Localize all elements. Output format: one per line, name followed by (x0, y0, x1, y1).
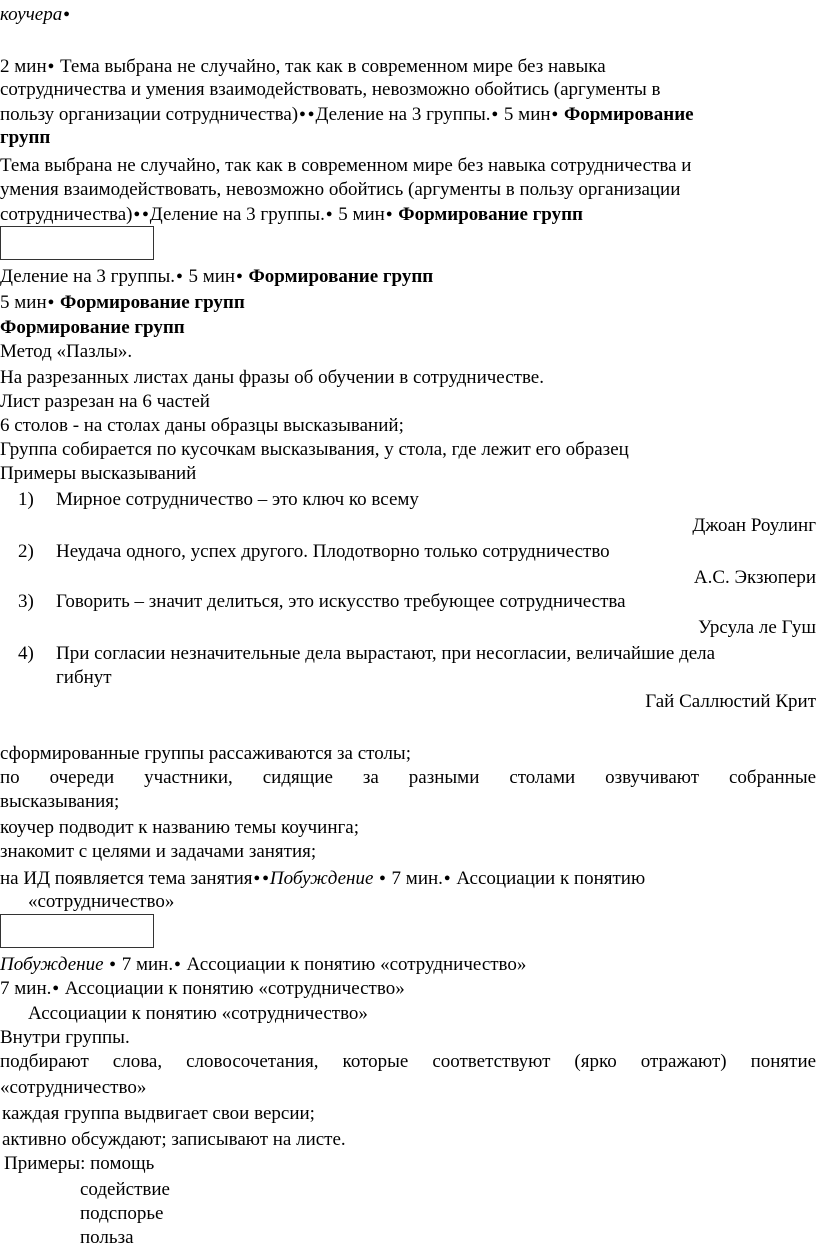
quote-text-continued: гибнут (56, 667, 112, 688)
section-heading: Формирование групп (60, 292, 245, 313)
block1-line4 (0, 126, 50, 150)
bullet-icon (51, 978, 60, 999)
bullet-icon (551, 104, 560, 125)
bullet-icon (253, 868, 262, 889)
block5-line1 (0, 952, 526, 977)
word: слова, (112, 1051, 163, 1072)
bullet-icon (443, 868, 452, 889)
quote-author: А.С. Экзюпери (693, 567, 816, 588)
list-item-number: 1) (18, 489, 34, 510)
word: столами (509, 767, 576, 788)
section-heading: Формирование групп (248, 266, 434, 287)
bullet-icon (298, 104, 307, 125)
bullet-icon (235, 266, 244, 287)
time-label: 5 мин (503, 104, 551, 125)
example-item: подспорье (80, 1203, 164, 1224)
time-label: 5 мин (338, 204, 385, 225)
word: которые (342, 1051, 409, 1072)
example-item: содействие (80, 1179, 170, 1200)
stage-label: Побуждение (269, 868, 374, 889)
paragraph-text: Тема выбрана не случайно, так как в современном мире без навыка (60, 56, 606, 77)
section-heading: групп (0, 127, 51, 148)
word: очереди (49, 767, 115, 788)
stage-label: Побуждение (0, 954, 104, 975)
quote-author: Джоан Роулинг (692, 515, 816, 536)
list-item-number: 4) (18, 643, 34, 664)
block2-line3 (0, 202, 583, 227)
section-heading: Формирование групп (398, 204, 584, 225)
bullet-icon (47, 292, 56, 313)
paragraph-line: каждая группа выдвигает свои версии; (2, 1103, 315, 1124)
example-item: польза (80, 1227, 134, 1248)
block2-line1: Тема выбрана не случайно, так как в современном мире без навыка сотрудничества и (0, 155, 692, 176)
quote-text: Мирное сотрудничество – это ключ ко всему (56, 489, 419, 510)
block1-line1 (0, 54, 606, 79)
bullet-icon (491, 104, 500, 125)
paragraph-line: активно обсуждают; записывают на листе. (2, 1129, 346, 1150)
word: подбирают (0, 1051, 89, 1072)
paragraph-text: сотрудничества) (0, 204, 133, 225)
word: отражают) (640, 1051, 727, 1072)
paragraph-line: коучер подводит к названию темы коучинга; (0, 817, 359, 838)
word: сидящие (262, 767, 333, 788)
block3-line2 (0, 290, 245, 315)
quote-text: Говорить – значит делиться, это искусство требующее сотрудничества (56, 591, 626, 612)
block3-line3 (0, 316, 185, 340)
bullet-icon (175, 266, 184, 287)
coach-label: коучера (0, 4, 63, 25)
word: соответствуют (432, 1051, 551, 1072)
paragraph-line: Группа собирается по кусочкам высказывания, у стола, где лежит его образец (0, 439, 629, 460)
list-item-number: 3) (18, 591, 34, 612)
paragraph-text: пользу организации сотрудничества) (0, 104, 299, 125)
paragraph-text: Ассоциации к понятию «сотрудничество» (64, 978, 405, 999)
paragraph-line: «сотрудничество» (28, 891, 175, 912)
paragraph-line: Лист разрезан на 6 частей (0, 391, 210, 412)
bullet-icon (325, 204, 334, 225)
word: словосочетания, (186, 1051, 319, 1072)
bullet-icon (47, 56, 56, 77)
word: по (0, 767, 20, 788)
paragraph-text: Деление на 3 группы. (315, 104, 491, 125)
header-line (0, 2, 71, 27)
word: озвучивают (605, 767, 700, 788)
empty-frame (0, 226, 154, 260)
paragraph-line: сформированные группы рассаживаются за столы; (0, 743, 411, 764)
bullet-icon (108, 954, 117, 975)
word: участники, (144, 767, 233, 788)
paragraph-text: Ассоциации к понятию (456, 868, 646, 889)
time-label: 2 мин (0, 56, 47, 77)
block1-line2: сотрудничества и умения взаимодействовать, невозможно обойтись (аргументы в (0, 79, 661, 100)
justified-line (0, 1050, 816, 1074)
time-label: 7 мин. (391, 868, 443, 889)
empty-frame (0, 914, 154, 948)
word: разными (408, 767, 480, 788)
bullet-icon (141, 204, 150, 225)
examples-title: Примеры высказываний (0, 463, 197, 484)
paragraph-text: Деление на 3 группы. (0, 266, 176, 287)
block2-line2: умения взаимодействовать, невозможно обойтись (аргументы в пользу организации (0, 179, 681, 200)
paragraph-line: «сотрудничество» (0, 1077, 147, 1098)
paragraph-text: на ИД появляется тема занятия (0, 868, 253, 889)
paragraph-line: На разрезанных листах даны фразы об обучении в сотрудничестве. (0, 367, 544, 388)
time-label: 5 мин (188, 266, 236, 287)
section-heading: Формирование (563, 104, 694, 125)
quote-text: Неудача одного, успех другого. Плодотворно только сотрудничество (56, 541, 610, 562)
time-label: 5 мин (0, 292, 47, 313)
paragraph-line: 6 столов - на столах даны образцы высказываний; (0, 415, 404, 436)
word: за (362, 767, 379, 788)
quote-author: Урсула ле Гуш (698, 617, 816, 638)
quote-author: Гай Саллюстий Крит (645, 691, 816, 712)
list-item-number: 2) (18, 541, 34, 562)
bullet-icon (173, 954, 182, 975)
section-heading: Формирование групп (0, 317, 185, 338)
bullet-icon (132, 204, 141, 225)
paragraph-text: Деление на 3 группы. (149, 204, 325, 225)
paragraph-line: знакомит с целями и задачами занятия; (0, 841, 317, 862)
word: понятие (750, 1051, 816, 1072)
paragraph-line: Внутри группы. (0, 1027, 130, 1048)
quote-text: При согласии незначительные дела вырастают, при несогласии, величайшие дела (56, 643, 716, 664)
time-label: 7 мин. (121, 954, 174, 975)
bullet-icon (62, 4, 71, 25)
method-title: Метод «Пазлы». (0, 341, 133, 362)
time-label: 7 мин. (0, 978, 52, 999)
block5-line2 (0, 976, 405, 1001)
block1-line3 (0, 102, 694, 127)
bullet-icon (261, 868, 270, 889)
paragraph-line (0, 866, 645, 891)
paragraph-line: высказывания; (0, 791, 120, 812)
word: (ярко (574, 1051, 617, 1072)
block5-line3: Ассоциации к понятию «сотрудничество» (28, 1003, 368, 1024)
justified-line (0, 766, 816, 790)
bullet-icon (378, 868, 387, 889)
paragraph-text: Ассоциации к понятию «сотрудничество» (186, 954, 527, 975)
word: собранные (728, 767, 816, 788)
bullet-icon (385, 204, 394, 225)
block3-line1 (0, 264, 433, 289)
examples-line: Примеры: помощь (4, 1153, 155, 1174)
